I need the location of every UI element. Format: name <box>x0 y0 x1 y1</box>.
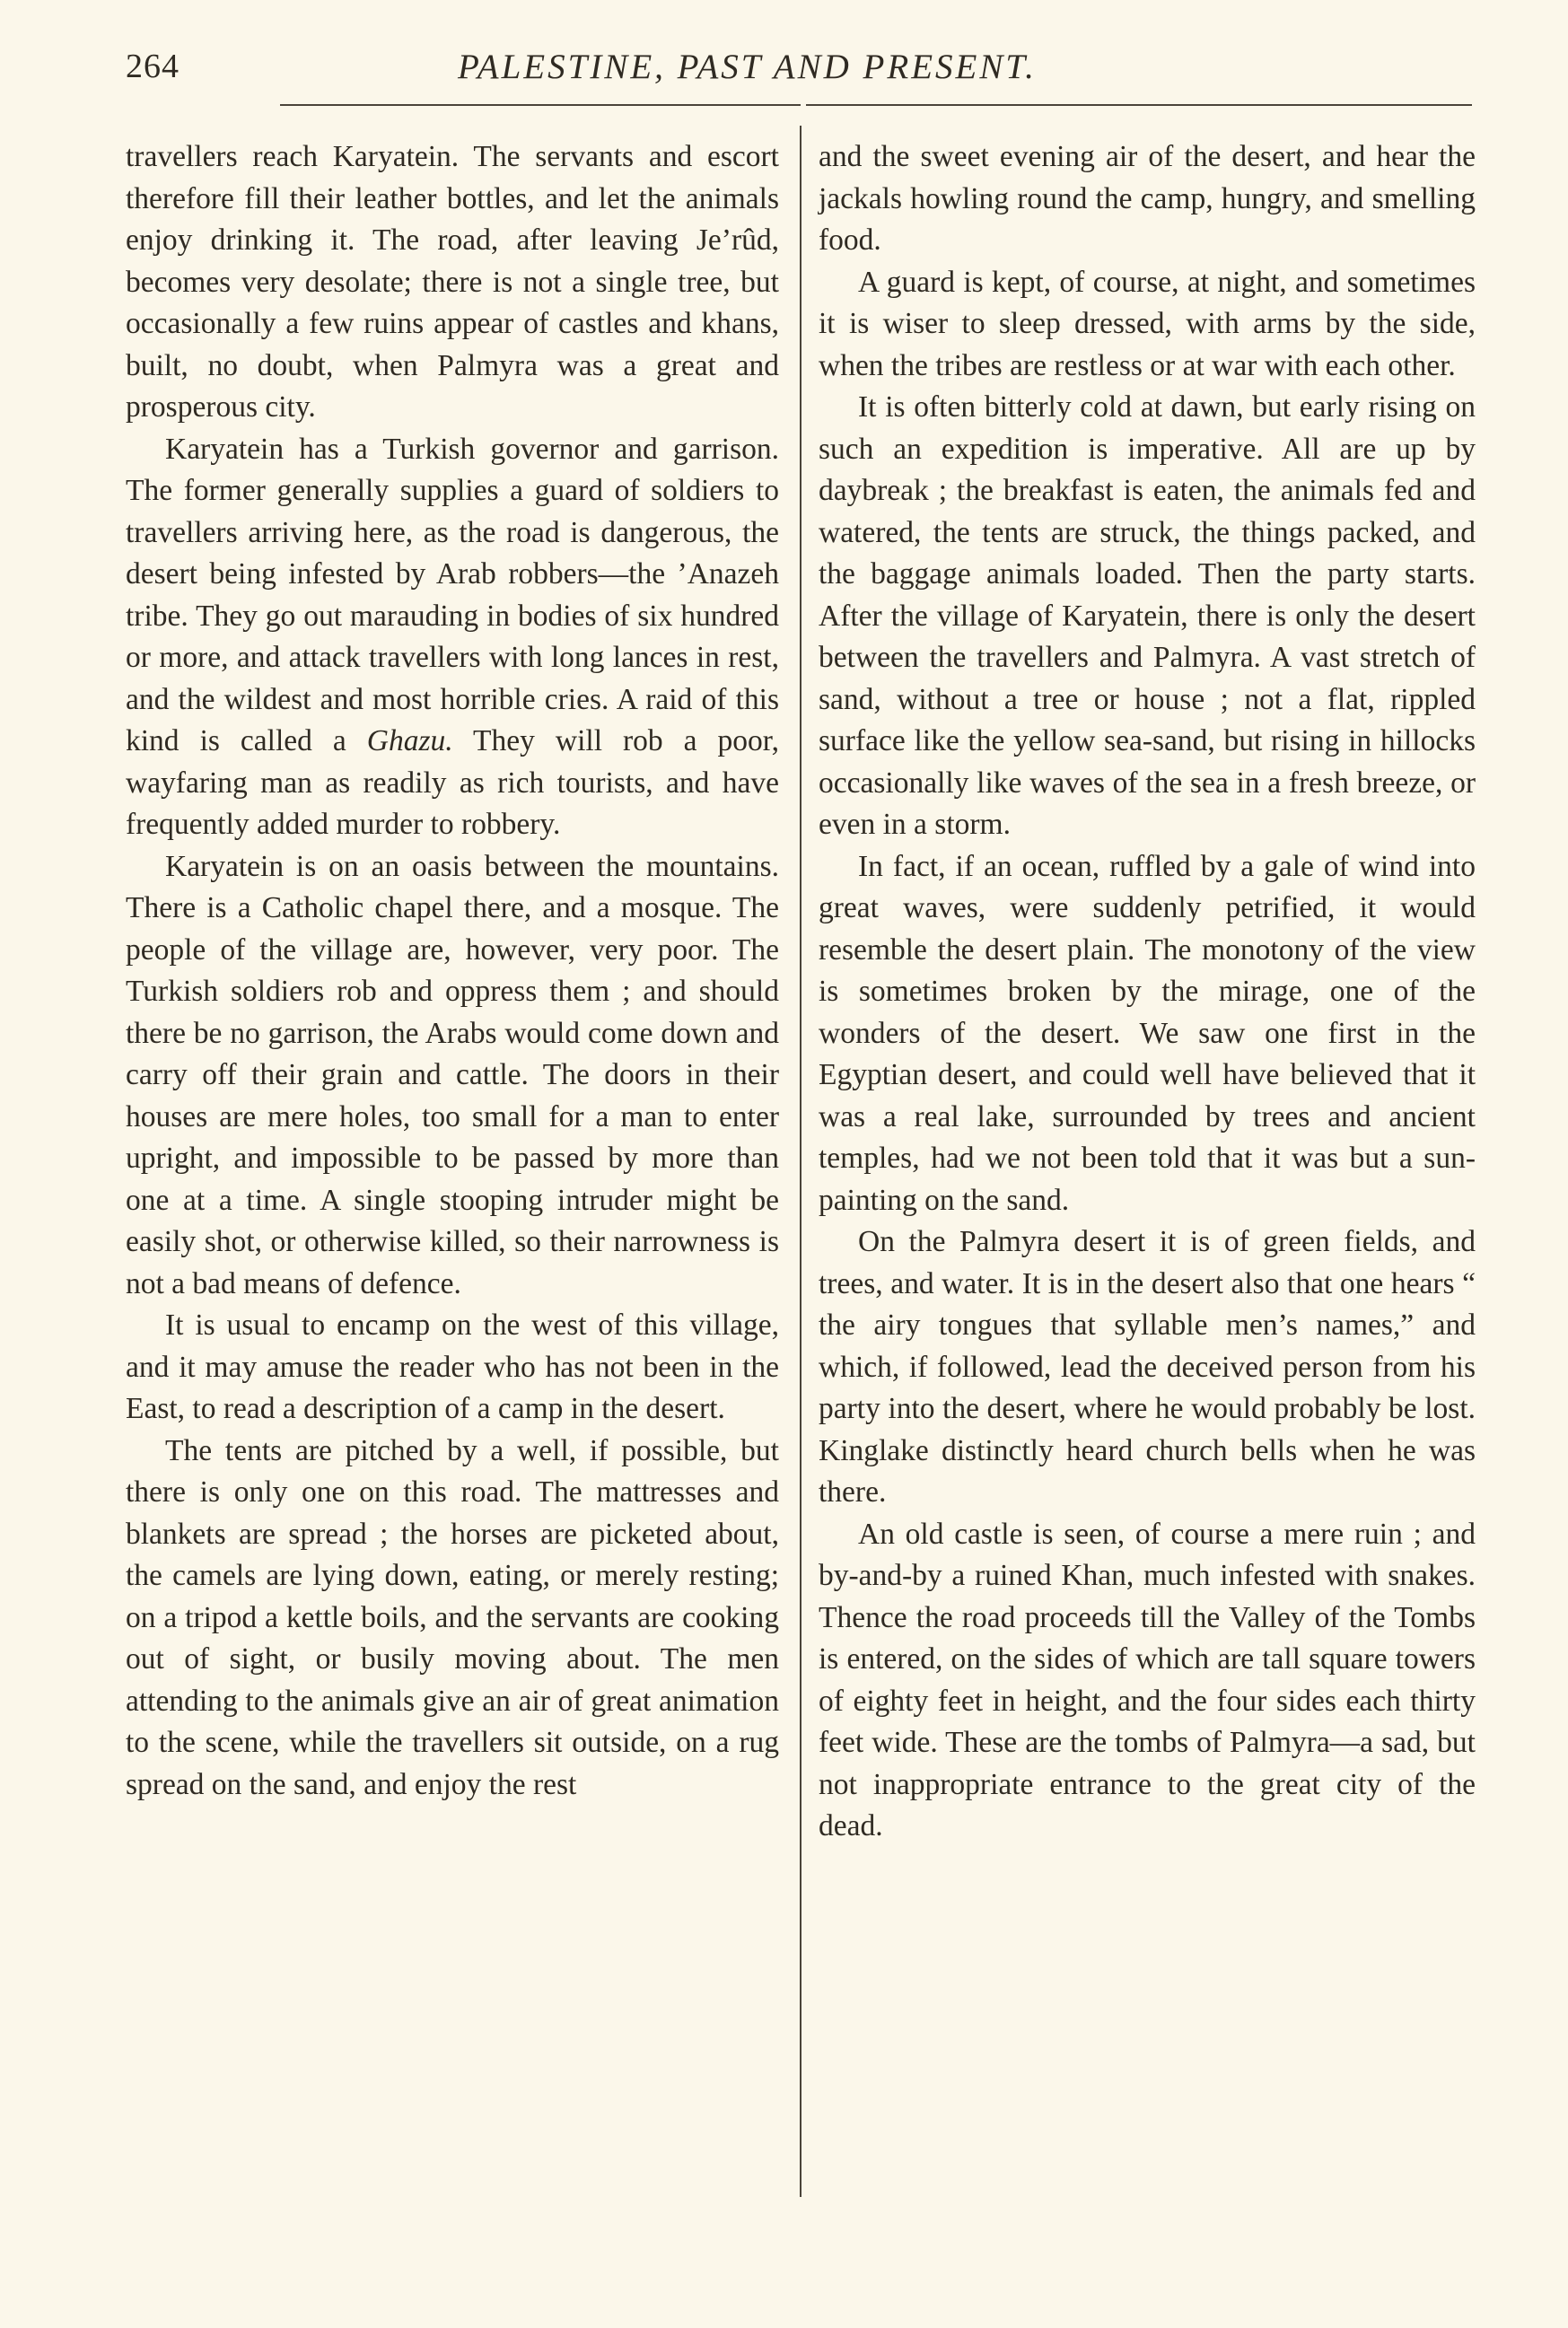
header-rule-right <box>806 104 1472 106</box>
paragraph: It is often bitterly cold at dawn, but early rising on such an expedition is imperative. All are up by daybreak ; the breakfast is eaten, the animals fed and watered, the tents are struck, the things packed, and the baggage animals loaded. Then the party starts. After the village of Karyatein, there is only the desert between the travellers and Palmyra. A vast stretch of sand, without a tree or house ; not a flat, rippled surface like the yellow sea-sand, but rising in hillocks occasionally like waves of the sea in a fresh breeze, or even in a storm. <box>819 390 1476 841</box>
header-rule-left <box>280 104 801 106</box>
page-number: 264 <box>126 48 180 85</box>
column-divider <box>800 126 802 2197</box>
paragraph: A guard is kept, of course, at night, and sometimes it is wiser to sleep dressed, with arms by the side, when the tribes are restless or at war with each other. <box>819 265 1476 382</box>
paragraph: travellers reach Karyatein. The servants and escort therefore fill their leather bottles, and let the animals enjoy drinking it. The road, after leaving Je’rûd, becomes very desolate; there is not a single tree, but occasionally a few ruins appear of castles and khans, built, no doubt, when Palmyra was a great and prosperous city. <box>126 140 779 424</box>
paragraph <box>126 429 779 846</box>
italic-term: Ghazu. <box>366 724 453 757</box>
paragraph: Karyatein is on an oasis between the mountains. There is a Catholic chapel there, and a mosque. The people of the village are, however, very poor. The Turkish soldiers rob and oppress them ; and should there be no garrison, the Arabs would come down and carry off their grain and cattle. The doors in their houses are mere holes, too small for a man to enter upright, and impossible to be passed by more than one at a time. A single stooping intruder might be easily shot, or otherwise killed, so their narrowness is not a bad means of defence. <box>126 849 779 1300</box>
running-title: PALESTINE, PAST AND PRESENT. <box>458 48 1037 86</box>
paragraph: On the Palmyra desert it is of green fields, and trees, and water. It is in the desert also that one hears “ the airy tongues that syllable men’s names,” and which, if followed, lead the deceived person from his party into the desert, where he would probably be lost. Kinglake distinctly heard church bells when he was there. <box>819 1225 1476 1509</box>
page-header <box>126 47 1472 101</box>
paragraph-text: They will rob a poor, wayfaring man as readily as rich tourists, and have frequently added murder to robbery. <box>126 724 779 841</box>
left-column <box>126 136 779 1806</box>
paragraph: and the sweet evening air of the desert, and hear the jackals howling round the camp, hungry, and smelling food. <box>819 140 1476 257</box>
paragraph: In fact, if an ocean, ruffled by a gale of wind into great waves, were suddenly petrified, it would resemble the desert plain. The monotony of the view is sometimes broken by the mirage, one of the wonders of the desert. We saw one first in the Egyptian desert, and could well have believed that it was a real lake, surrounded by trees and ancient temples, had we not been told that it was but a sun-painting on the sand. <box>819 849 1476 1217</box>
paragraph-text: Karyatein has a Turkish governor and garrison. The former generally supplies a guard of soldiers to travellers arriving here, as the road is dangerous, the desert being infested by Arab robbers—the ’Anazeh tribe. They go out marauding in bodies of six hundred or more, and attack travellers with long lances in rest, and the wildest and most horrible cries. A raid of this kind is called a <box>126 432 779 757</box>
paragraph: It is usual to encamp on the west of this village, and it may amuse the reader who has not been in the East, to read a description of a camp in the desert. <box>126 1308 779 1425</box>
paragraph: The tents are pitched by a well, if possible, but there is only one on this road. The mattresses and blankets are spread ; the horses are picketed about, the camels are lying down, eating, or merely resting; on a tripod a kettle boils, and the servants are cooking out of sight, or busily moving about. The men attending to the animals give an air of great animation to the scene, while the travellers sit outside, on a rug spread on the sand, and enjoy the rest <box>126 1433 779 1801</box>
paragraph: An old castle is seen, of course a mere ruin ; and by-and-by a ruined Khan, much infested with snakes. Thence the road proceeds till the Valley of the Tombs is entered, on the sides of which are tall square towers of eighty feet in height, and the four sides each thirty feet wide. These are the tombs of Palmyra—a sad, but not inappropriate entrance to the great city of the dead. <box>819 1517 1476 1842</box>
right-column <box>819 136 1476 1848</box>
